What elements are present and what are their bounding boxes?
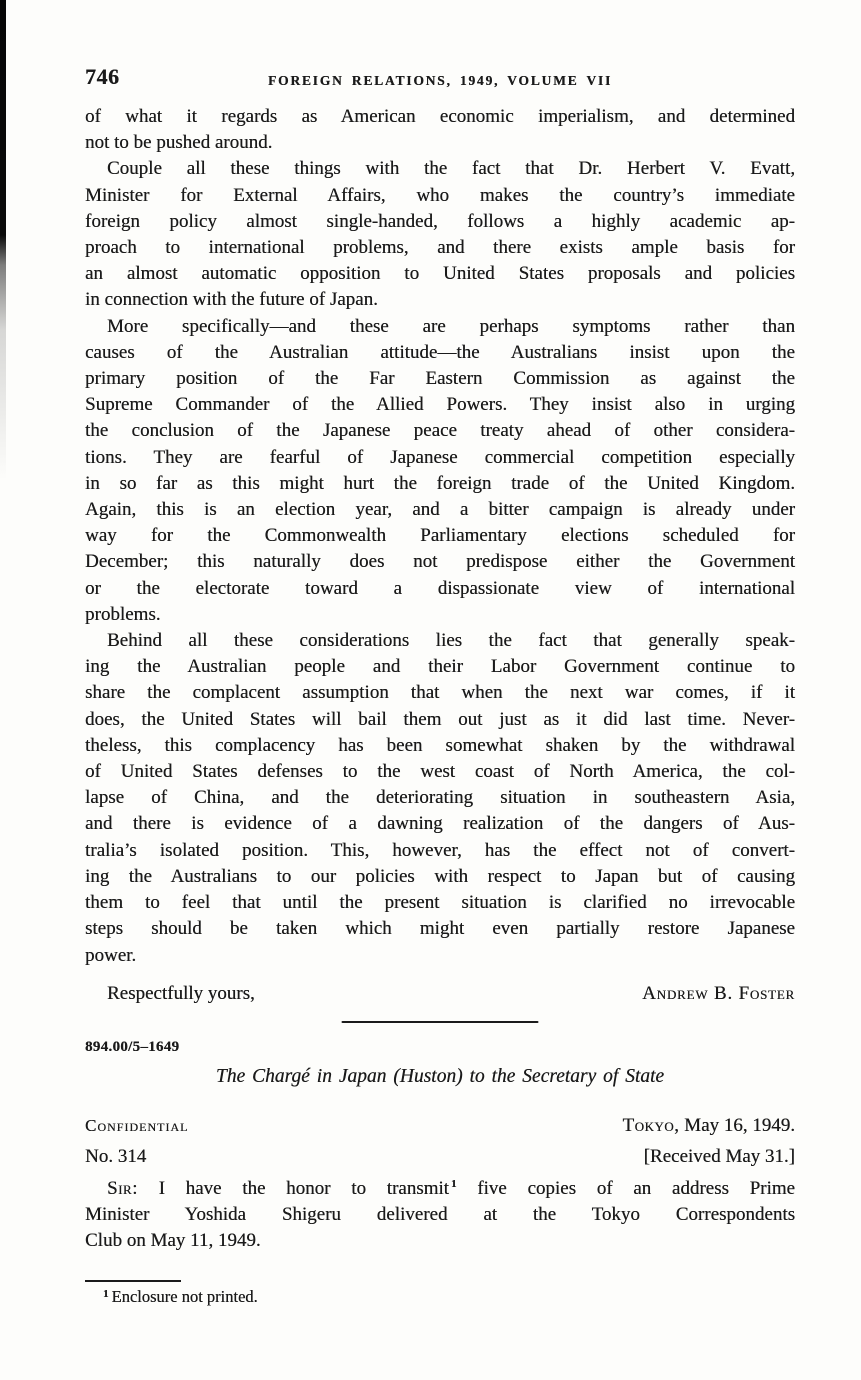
text-line: ing the Australians to our policies with respect to Japan but of causing <box>85 865 795 887</box>
text-line: the conclusion of the Japanese peace treaty ahead of other considera- <box>85 420 795 442</box>
text-line: Couple all these things with the fact that Dr. Herbert V. Evatt, <box>107 158 795 180</box>
classification-label: Confidential <box>85 1116 189 1135</box>
footnote-text: Enclosure not printed. <box>111 1287 258 1306</box>
text-line: and there is evidence of a dawning realization of the dangers of Aus- <box>85 813 795 835</box>
text-line: of what it regards as American economic imperialism, and determined <box>85 106 795 127</box>
text-line: Minister Yoshida Shigeru delivered at the Tokyo Correspondents <box>85 1204 795 1226</box>
section-divider-rule <box>342 1021 539 1023</box>
footnote-marker: 1 <box>103 1288 109 1300</box>
text-line: tralia’s isolated position. This, however, has the effect not of convert- <box>85 839 795 861</box>
text-line: Again, this is an election year, and a bitter campaign is already under <box>85 499 795 521</box>
classification-row <box>85 1113 795 1139</box>
footnote-rule <box>85 1280 181 1282</box>
text-line: December; this naturally does not predispose either the Government <box>85 551 795 573</box>
text-line: of United States defenses to the west coast of North America, the col- <box>85 761 795 783</box>
text-line: primary position of the Far Eastern Commission as against the <box>85 368 795 390</box>
text-line: share the complacent assumption that when the next war comes, if it <box>85 682 795 704</box>
text-line: steps should be taken which might even partially restore Japanese <box>85 918 795 940</box>
text-line: theless, this complacency has been somewhat shaken by the withdrawal <box>85 734 795 756</box>
footnote <box>85 1286 813 1308</box>
text-line: Club on May 11, 1949. <box>85 1230 261 1252</box>
text-line: them to feel that until the present situation is clarified no irrevocable <box>85 892 795 914</box>
page-number: 746 <box>85 64 120 89</box>
salutation: Sir: <box>107 1178 138 1199</box>
text-line: way for the Commonwealth Parliamentary elections scheduled for <box>85 525 795 547</box>
document-number: No. 314 <box>85 1146 147 1167</box>
text-line: in connection with the future of Japan. <box>85 289 378 311</box>
running-header <box>85 64 795 90</box>
text-line: foreign policy almost single-handed, follows a highly academic ap- <box>85 210 795 232</box>
file-number: 894.00/5–1649 <box>85 1039 180 1055</box>
text-line: tions. They are fearful of Japanese commercial competition especially <box>85 446 795 468</box>
closing-phrase: Respectfully yours, <box>107 983 255 1004</box>
text-line: does, the United States will bail them out just as it did last time. Never- <box>85 708 795 730</box>
text-line: Minister for External Affairs, who makes the country’s immediate <box>85 184 795 206</box>
text-line: causes of the Australian attitude—the Australians insist upon the <box>85 341 795 363</box>
running-title: FOREIGN RELATIONS, 1949, VOLUME VII <box>267 73 613 88</box>
dateline-date: May 16, 1949. <box>679 1115 795 1136</box>
dateline-place: Tokyo, <box>622 1115 680 1136</box>
text-line: proach to international problems, and there exists ample basis for <box>85 237 795 259</box>
text-line: in so far as this might hurt the foreign trade of the United Kingdom. <box>85 472 795 494</box>
letter-body <box>85 104 795 969</box>
footnote-reference: 1 <box>450 1178 457 1190</box>
document-number-row <box>85 1144 795 1170</box>
closing-row <box>85 981 795 1007</box>
text-line: an almost automatic opposition to United States proposals and policies <box>85 263 795 285</box>
body-text: five copies of an address Prime <box>456 1178 795 1199</box>
text-line: ing the Australian people and their Labor Government continue to <box>85 656 795 678</box>
received-date: [Received May 31.] <box>643 1146 795 1167</box>
text-line <box>85 1176 795 1202</box>
body-text: I have the honor to transmit <box>137 1178 449 1199</box>
text-line: not to be pushed around. <box>85 132 273 154</box>
text-line: power. <box>85 944 137 966</box>
transmittal-paragraph <box>85 1176 795 1255</box>
text-line: lapse of China, and the deteriorating situation in southeastern Asia, <box>85 787 795 809</box>
page-content <box>85 0 795 1380</box>
text-line: Supreme Commander of the Allied Powers. They insist also in urging <box>85 394 795 416</box>
text-line: More specifically—and these are perhaps symptoms rather than <box>107 315 795 337</box>
text-line: Behind all these considerations lies the fact that generally speak- <box>107 630 795 652</box>
signature: Andrew B. Foster <box>642 983 795 1004</box>
document-heading: The Chargé in Japan (Huston) to the Secretary of State <box>215 1066 665 1087</box>
dateline <box>623 1113 796 1139</box>
text-line: problems. <box>85 603 161 625</box>
text-line: or the electorate toward a dispassionate view of international <box>85 577 795 599</box>
scan-edge-artifact <box>0 0 6 480</box>
